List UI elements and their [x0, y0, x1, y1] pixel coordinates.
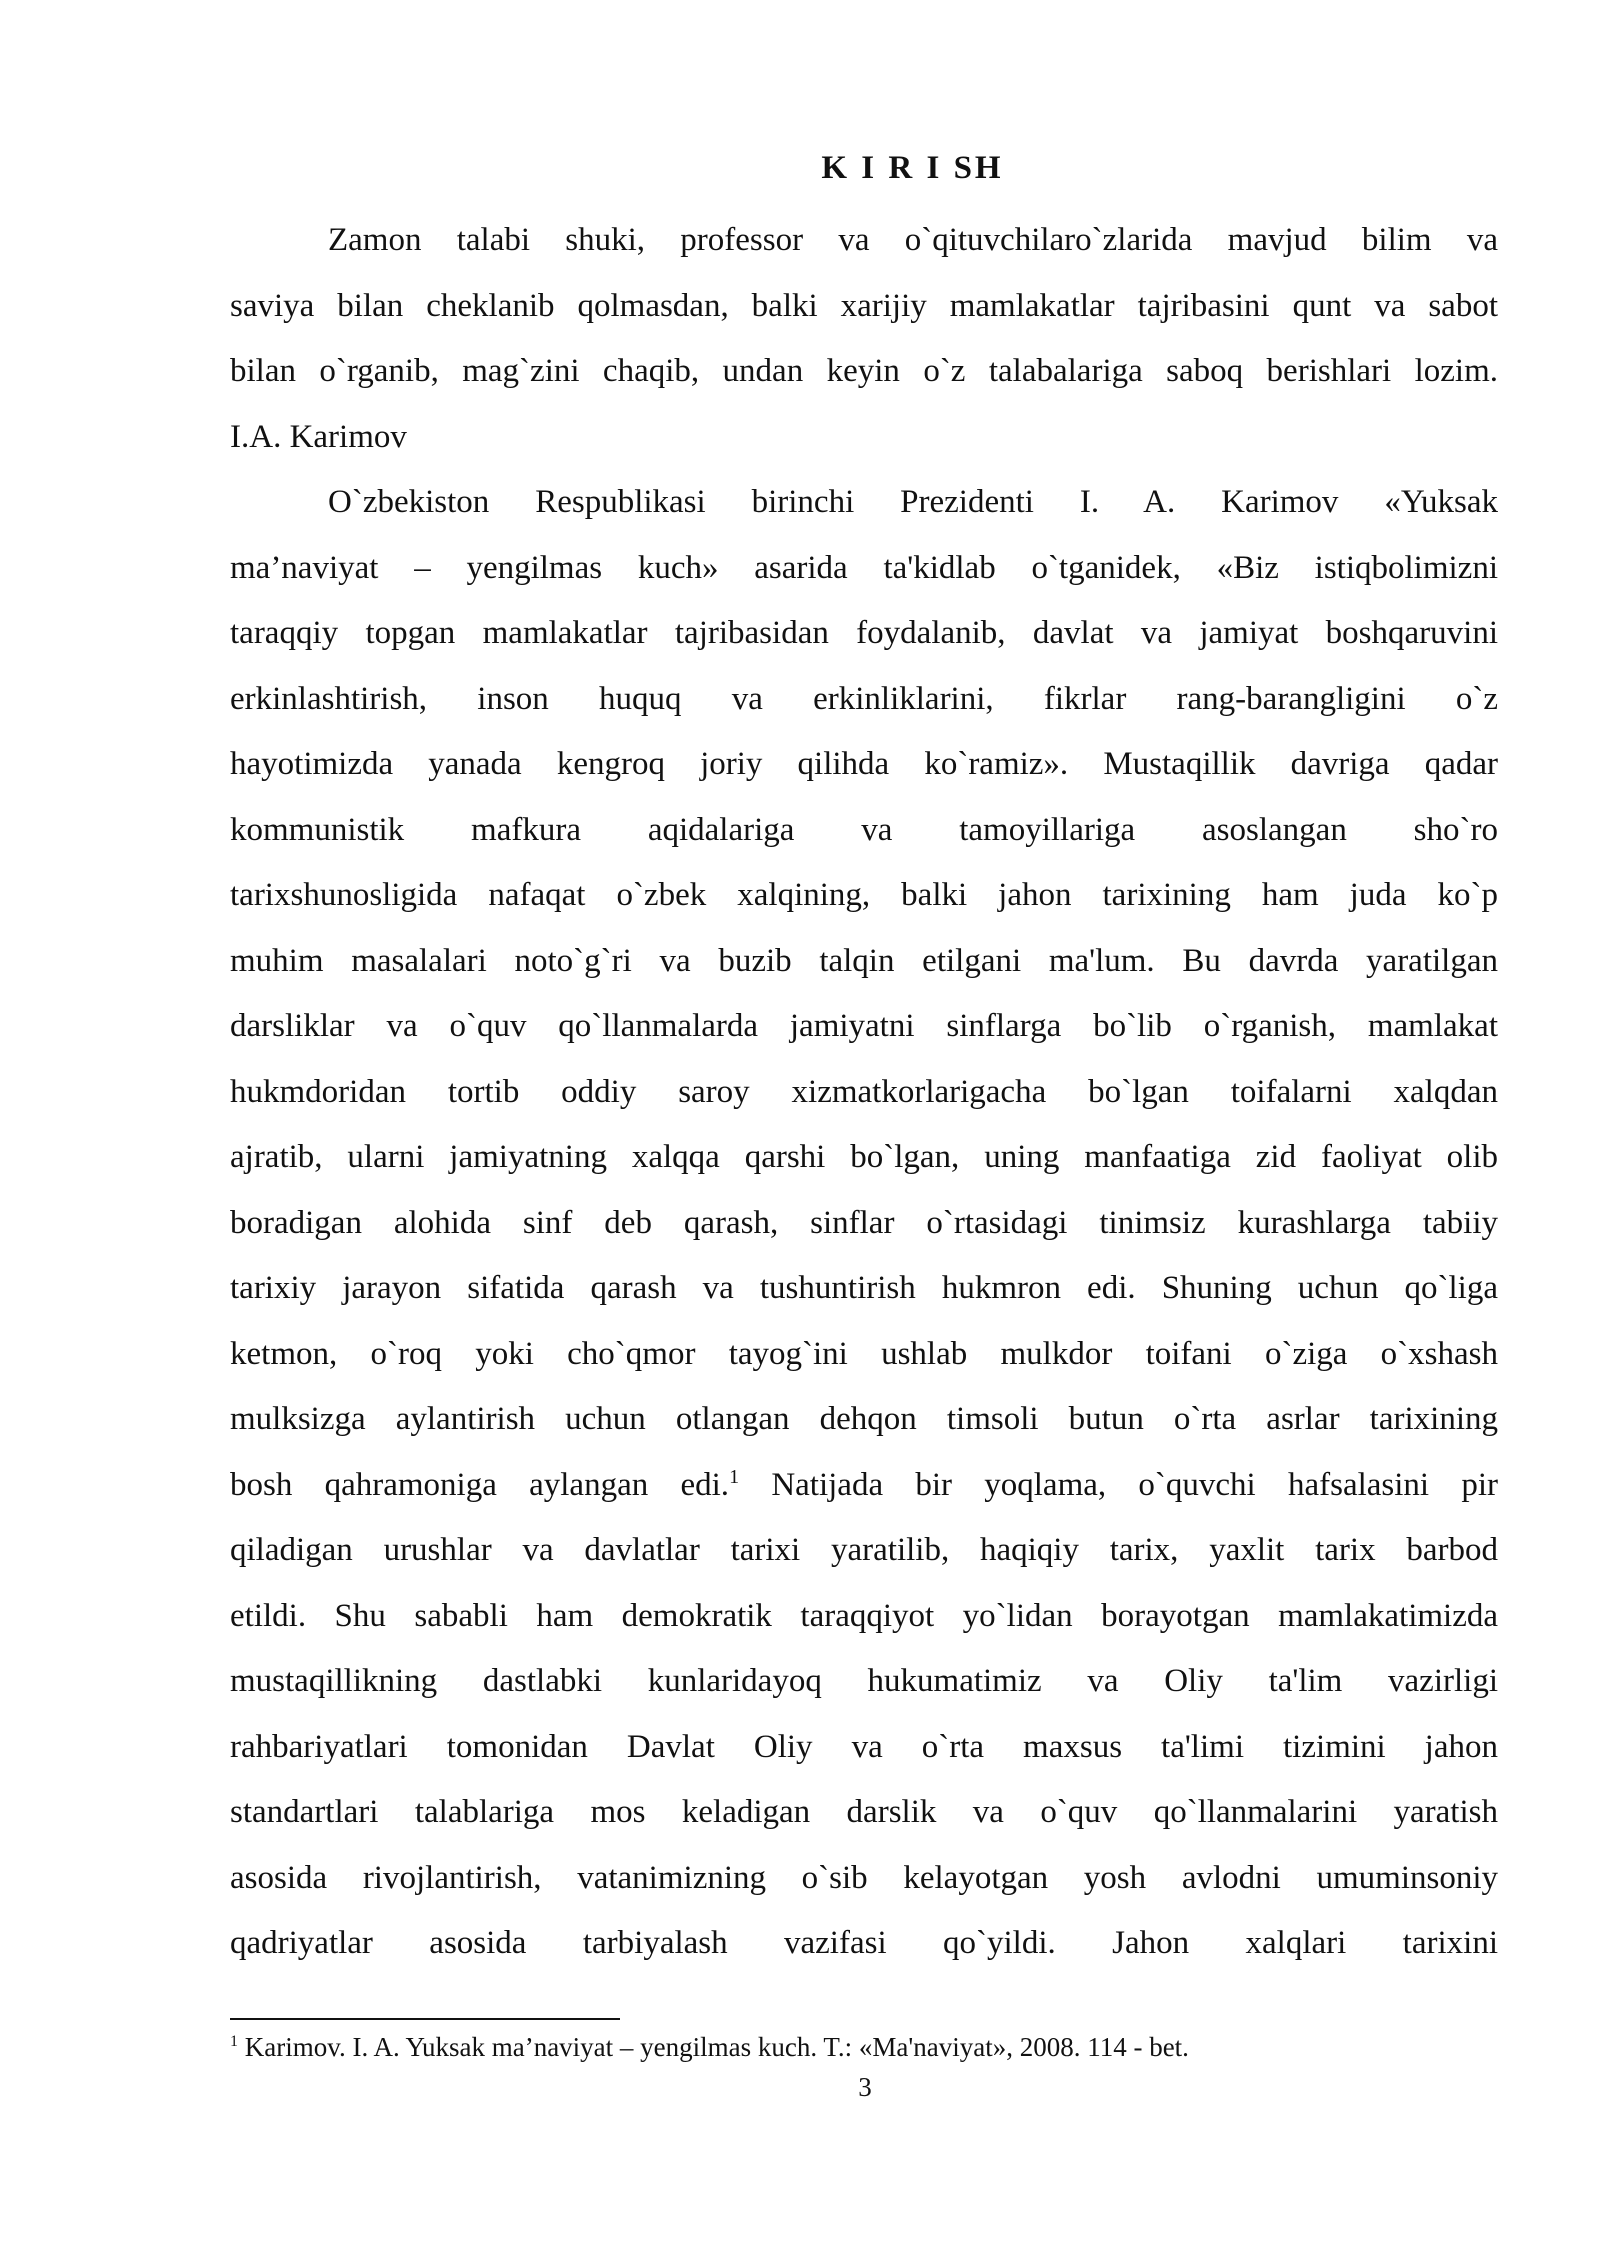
footnote-separator: [230, 2018, 620, 2020]
paragraph-line: kommunistik mafkura aqidalariga va tamoyillariga asoslangan sho`ro: [230, 811, 1498, 848]
paragraph-line: ketmon, o`roq yoki cho`qmor tayog`ini ushlab mulkdor toifani o`ziga o`xshash: [230, 1335, 1498, 1372]
paragraph-line: standartlari talablariga mos keladigan darslik va o`quv qo`llanmalarini yaratish: [230, 1794, 1498, 1830]
paragraph-line-with-footnote: [230, 1453, 1498, 1519]
body-text: [230, 208, 1498, 1977]
epigraph-line: Zamon talabi shuki, professor va o`qituvchilaro`zlarida mavjud bilim va: [328, 222, 1498, 258]
paragraph-line: mustaqillikning dastlabki kunlaridayoq hukumatimiz va Oliy ta'lim vazirligi: [230, 1663, 1498, 1699]
epigraph-line: saviya bilan cheklanib qolmasdan, balki xarijiy mamlakatlar tajribasini qunt va sabot: [230, 287, 1498, 324]
paragraph-line: qadriyatlar asosida tarbiyalash vazifasi qo`yildi. Jahon xalqlari tarixini: [230, 1925, 1498, 1961]
paragraph-line: hukmdoridan tortib oddiy saroy xizmatkorlarigacha bo`lgan toifalarni xalqdan: [230, 1073, 1498, 1110]
paragraph-line: ajratib, ularni jamiyatning xalqqa qarshi bo`lgan, uning manfaatiga zid faoliyat olib: [230, 1139, 1498, 1175]
paragraph-line: qiladigan urushlar va davlatlar tarixi yaratilib, haqiqiy tarix, yaxlit tarix barbod: [230, 1532, 1498, 1568]
footnote-marker: 1: [230, 2033, 238, 2050]
section-title: K I R I SH: [821, 150, 1004, 186]
epigraph-line: bilan o`rganib, mag`zini chaqib, undan keyin o`z talabalariga saboq berishlari lozim.: [230, 353, 1498, 389]
footnote-text: Karimov. I. A. Yuksak ma’naviyat – yengilmas kuch. T.: «Ma'naviyat», 2008. 114 - bet.: [238, 2032, 1189, 2062]
paragraph-line: darsliklar va o`quv qo`llanmalarda jamiyatni sinflarga bo`lib o`rganish, mamlakat: [230, 1008, 1498, 1044]
paragraph-line: mulksizga aylantirish uchun otlangan dehqon timsoli butun o`rta asrlar tarixining: [230, 1401, 1498, 1437]
footnote-reference[interactable]: 1: [729, 1465, 740, 1488]
page-number: 3: [858, 2072, 872, 2102]
paragraph-line: muhim masalalari noto`g`ri va buzib talqin etilgani ma'lum. Bu davrda yaratilgan: [230, 942, 1498, 979]
paragraph-line: asosida rivojlantirish, vatanimizning o`sib kelayotgan yosh avlodni umuminsoniy: [230, 1859, 1498, 1896]
footnote: [230, 2032, 1189, 2063]
paragraph-line: O`zbekiston Respublikasi birinchi Prezidenti I. A. Karimov «Yuksak: [328, 484, 1498, 520]
paragraph-line: tarixiy jarayon sifatida qarash va tushuntirish hukmron edi. Shuning uchun qo`liga: [230, 1270, 1498, 1306]
paragraph-line: rahbariyatlari tomonidan Davlat Oliy va o`rta maxsus ta'limi tizimini jahon: [230, 1728, 1498, 1765]
epigraph-author: I.A. Karimov: [230, 418, 407, 455]
paragraph-line: taraqqiy topgan mamlakatlar tajribasidan foydalanib, davlat va jamiyat boshqaruvini: [230, 615, 1498, 651]
line-text: Natijada bir yoqlama, o`quvchi hafsalasini pir: [739, 1466, 1498, 1503]
paragraph-line: etildi. Shu sababli ham demokratik taraqqiyot yo`lidan borayotgan mamlakatimizda: [230, 1597, 1498, 1634]
paragraph-line: ma’naviyat – yengilmas kuch» asarida ta'kidlab o`tganidek, «Biz istiqbolimizni: [230, 549, 1498, 586]
paragraph-line: tarixshunosligida nafaqat o`zbek xalqining, balki jahon tarixining ham juda ko`p: [230, 877, 1498, 913]
line-text: bosh qahramoniga aylangan edi.: [230, 1466, 730, 1503]
paragraph-line: hayotimizda yanada kengroq joriy qilihda ko`ramiz». Mustaqillik davriga qadar: [230, 746, 1498, 782]
paragraph-line: erkinlashtirish, inson huquq va erkinliklarini, fikrlar rang-barangligini o`z: [230, 680, 1498, 717]
paragraph-line: boradigan alohida sinf deb qarash, sinflar o`rtasidagi tinimsiz kurashlarga tabiiy: [230, 1204, 1498, 1241]
